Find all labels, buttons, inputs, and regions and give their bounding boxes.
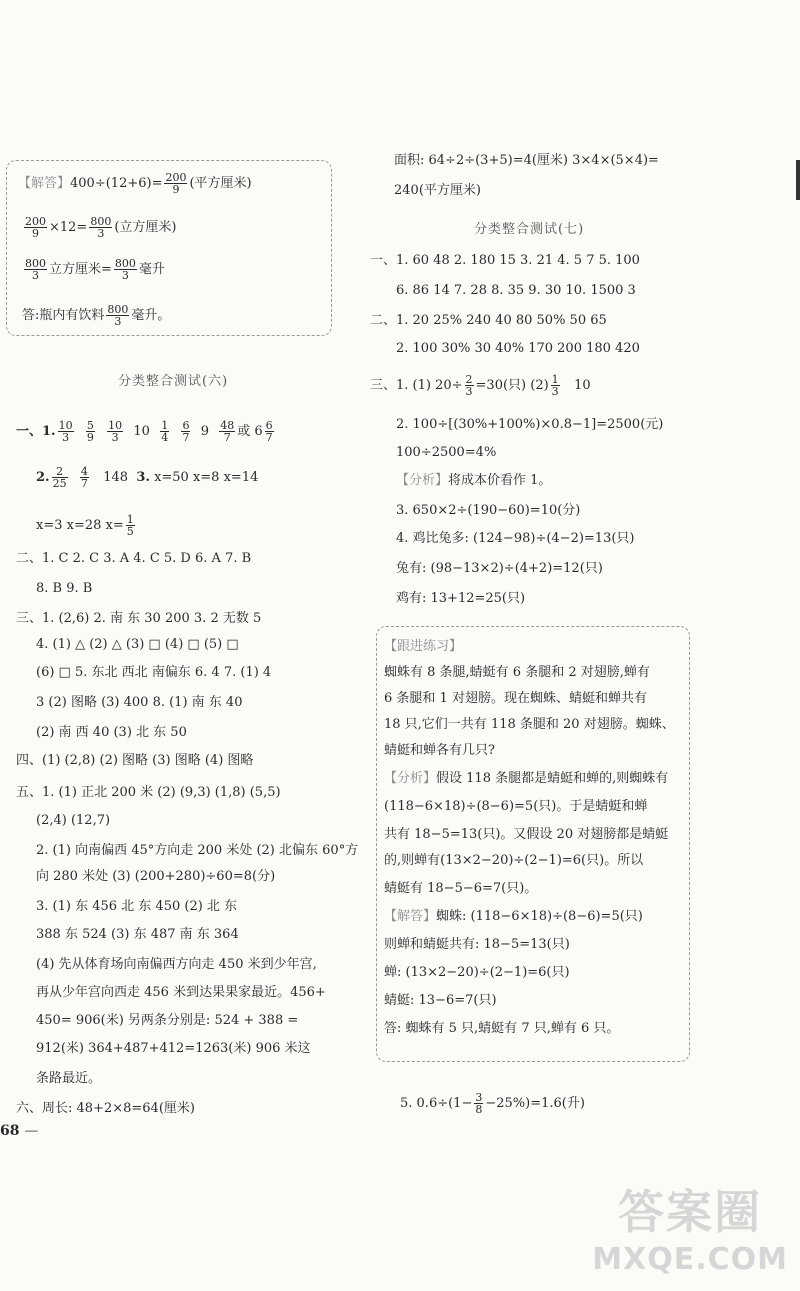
s3-line-5: (2) 南 西 40 (3) 北 东 50: [36, 725, 187, 740]
s1-line-3: x=3 x=28 x= $\frac{1}{5}$: [36, 513, 134, 538]
ex-line-4: 蜻蜓和蝉各有几只?: [384, 743, 495, 758]
a2-line-1: 二、1. 20 25% 240 40 80 50% 50 65: [370, 313, 607, 328]
r-line-1: 面积: 64÷2÷(3+5)=4(厘米) 3×4×(5×4)=: [394, 153, 659, 168]
ex-line-1: 蜘蛛有 8 条腿,蜻蜓有 6 条腿和 2 对翅膀,蝉有: [384, 665, 650, 680]
box-line-1: 【解答】400÷(12+6)= $\frac{200}{9}$ (平方厘米): [18, 171, 252, 196]
s4-line: 四、(1) (2,8) (2) 图略 (3) 图略 (4) 图略: [16, 753, 254, 768]
section-title-7: 分类整合测试(七): [474, 222, 585, 237]
a3-line-6: 4. 鸡比兔多: (124−98)÷(4−2)=13(只): [396, 531, 635, 546]
a1-line-2: 6. 86 14 7. 28 8. 35 9. 30 10. 1500 3: [396, 283, 636, 298]
s5-line-7: (4) 先从体育场向南偏西方向走 450 米到少年宫,: [36, 957, 317, 972]
s5-line-4: 向 280 米处 (3) (200+280)÷60=8(分): [36, 869, 276, 884]
fraction: $\frac{200}{9}$: [165, 171, 187, 196]
ex-line-10: 【解答】蜘蛛: (118−6×18)÷(8−6)=5(只): [384, 909, 643, 924]
fraction: $\frac{800}{3}$: [107, 303, 129, 328]
s6-line: 六、周长: 48+2×8=64(厘米): [16, 1101, 195, 1116]
ex-line-11: 则蝉和蜻蜓共有: 18−5=13(只): [384, 937, 570, 952]
s5-line-10: 912(米) 364+487+412=1263(米) 906 米这: [36, 1041, 311, 1056]
s3-line-3: (6) □ 5. 东北 西北 南偏东 6. 4 7. (1) 4: [36, 665, 272, 680]
fraction: $\frac{6}{7}$: [182, 419, 190, 444]
ex-line-5: 【分析】假设 118 条腿都是蜻蜓和蝉的,则蜘蛛有: [384, 771, 669, 786]
ex-line-8: 的,则蝉有(13×2−20)÷(2−1)=6(只)。所以: [384, 853, 644, 868]
a3-line-1: 三、1. (1) 20÷ $\frac{2}{3}$ =30(只) (2) $\frac{1}{3}$ 10: [370, 373, 591, 398]
fraction: $\frac{48}{7}$: [220, 419, 235, 444]
a3-line-8: 鸡有: 13+12=25(只): [396, 591, 526, 606]
s5-line-5: 3. (1) 东 456 北 东 450 (2) 北 东: [36, 899, 238, 914]
fraction: $\frac{10}{3}$: [108, 419, 123, 444]
left-column: [0, 0, 370, 1291]
a2-line-2: 2. 100 30% 30 40% 170 200 180 420: [396, 341, 640, 356]
ex-line-12: 蝉: (13×2−20)÷(2−1)=6(只): [384, 965, 570, 980]
s2-line-1: 二、1. C 2. C 3. A 4. C 5. D 6. A 7. B: [16, 551, 252, 566]
s5-line-3: 2. (1) 向南偏西 45°方向走 200 米处 (2) 北偏东 60°方: [36, 843, 359, 858]
s5-line-6: 388 东 524 (3) 东 487 南 东 364: [36, 927, 239, 942]
ex-line-6: (118−6×18)÷(8−6)=5(只)。于是蜻蜓和蝉: [384, 799, 648, 814]
fraction: $\frac{1}{5}$: [126, 513, 134, 538]
s1-line-1: 一、1. $\frac{10}{3}$ $\frac{5}{9}$ $\frac{10}{3}$ 10 $\frac{1}{4}$ $\frac{6}{7}$ 9 $\frac{48}{7}$ 或 6 $\frac{6}{7}$: [16, 419, 273, 444]
s1-line-2: 2. $\frac{2}{25}$ $\frac{4}{7}$ 148 3. x=50 x=8 x=14: [36, 465, 259, 490]
s2-line-2: 8. B 9. B: [36, 581, 93, 596]
s5-line-9: 450= 906(米) 另两条分别是: 524 + 388 =: [36, 1013, 299, 1028]
s5-line-11: 条路最近。: [36, 1071, 102, 1086]
box-line-2: $\frac{200}{9}$ ×12= $\frac{800}{3}$ (立方厘米): [25, 215, 177, 240]
ex-line-9: 蜻蜓有 18−5−6=7(只)。: [384, 881, 538, 896]
s5-line-1: 五、1. (1) 正北 200 米 (2) (9,3) (1,8) (5,5): [16, 785, 281, 800]
q5-line: 5. 0.6÷(1− $\frac{3}{8}$ −25%)=1.6(升): [400, 1091, 585, 1116]
fraction: $\frac{4}{7}$: [80, 465, 88, 490]
fraction: $\frac{2}{25}$: [52, 465, 67, 490]
ex-line-3: 18 只,它们一共有 118 条腿和 20 对翅膀。蜘蛛、: [384, 717, 675, 732]
fraction: $\frac{3}{8}$: [475, 1091, 483, 1116]
a3-line-3: 100÷2500=4%: [396, 445, 497, 460]
s5-line-2: (2,4) (12,7): [36, 813, 111, 828]
section-title-6: 分类整合测试(六): [118, 374, 229, 389]
a3-line-4: 【分析】将成本价看作 1。: [396, 473, 552, 488]
s3-line-1: 三、1. (2,6) 2. 南 东 30 200 3. 2 无数 5: [16, 611, 262, 626]
ex-line-7: 共有 18−5=13(只)。又假设 20 对翅膀都是蜻蜓: [384, 827, 669, 842]
s3-line-4: 3 (2) 图略 (3) 400 8. (1) 南 东 40: [36, 695, 243, 710]
box-line-4: 答:瓶内有饮料 $\frac{800}{3}$ 毫升。: [22, 303, 171, 328]
a1-line-1: 一、1. 60 48 2. 180 15 3. 21 4. 5 7 5. 100: [370, 253, 640, 268]
fraction: $\frac{10}{3}$: [58, 419, 73, 444]
fraction: $\frac{2}{3}$: [465, 373, 473, 398]
fraction: $\frac{800}{3}$: [25, 257, 46, 282]
ex-tag: 【跟进练习】: [384, 639, 463, 654]
page-edge-mark: [796, 160, 800, 200]
a3-line-5: 3. 650×2÷(190−60)=10(分): [396, 503, 581, 518]
watermark: 答案圈 MXQE.COM: [592, 1185, 788, 1277]
r-line-2: 240(平方厘米): [394, 183, 481, 198]
fraction: $\frac{1}{3}$: [551, 373, 559, 398]
s5-line-8: 再从少年宫向西走 456 米到达果果家最近。456+: [36, 985, 326, 1000]
fraction: $\frac{1}{4}$: [161, 419, 169, 444]
fraction: $\frac{800}{3}$: [114, 257, 136, 282]
ex-line-13: 蜻蜓: 13−6=7(只): [384, 993, 497, 1008]
ex-line-2: 6 条腿和 1 对翅膀。现在蜘蛛、蜻蜓和蝉共有: [384, 691, 647, 706]
a3-line-2: 2. 100÷[(30%+100%)×0.8−1]=2500(元): [396, 417, 664, 432]
page-number: 68 —: [0, 1123, 39, 1139]
ex-line-14: 答: 蜘蛛有 5 只,蜻蜓有 7 只,蝉有 6 只。: [384, 1021, 620, 1036]
box-line-3: $\frac{800}{3}$ 立方厘米= $\frac{800}{3}$ 毫升: [25, 257, 165, 282]
fraction: $\frac{800}{3}$: [90, 215, 112, 240]
a3-line-7: 兔有: (98−13×2)÷(4+2)=12(只): [396, 561, 603, 576]
s3-line-2: 4. (1) △ (2) △ (3) □ (4) □ (5) □: [36, 637, 239, 652]
fraction: $\frac{5}{9}$: [86, 419, 94, 444]
fraction: $\frac{6}{7}$: [265, 419, 273, 444]
fraction: $\frac{200}{9}$: [25, 215, 46, 240]
right-column: [370, 0, 800, 1291]
